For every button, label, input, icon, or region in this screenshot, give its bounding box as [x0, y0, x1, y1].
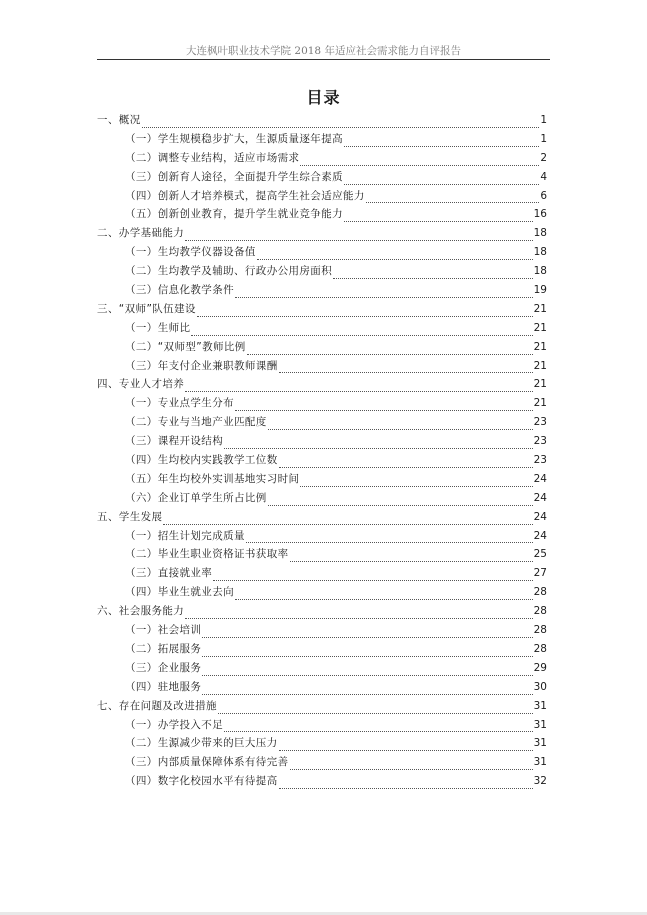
toc-entry-title: （二）生均教学及辅助、行政办公用房面积: [125, 265, 333, 278]
toc-dot-leader: [185, 609, 532, 619]
toc-dot-leader: [235, 401, 533, 411]
toc-page-number: 18: [533, 246, 547, 259]
toc-page-number: 28: [533, 586, 547, 599]
toc-page-number: 23: [533, 435, 547, 448]
toc-section-entry[interactable]: [97, 754, 547, 773]
table-of-contents: [97, 112, 547, 792]
toc-entry-title: （三）创新育人途径，全面提升学生综合素质: [125, 170, 343, 183]
toc-page-number: 25: [533, 548, 547, 561]
toc-chapter-entry[interactable]: [97, 112, 547, 131]
toc-section-entry[interactable]: [97, 169, 547, 188]
toc-section-entry[interactable]: [97, 131, 547, 150]
toc-dot-leader: [235, 288, 533, 298]
toc-entry-title: （二）生源减少带来的巨大压力: [125, 737, 278, 750]
toc-chapter-entry[interactable]: [97, 603, 547, 622]
toc-dot-leader: [300, 477, 532, 487]
toc-section-entry[interactable]: [97, 263, 547, 282]
toc-page-number: 27: [533, 567, 547, 580]
toc-dot-leader: [202, 685, 532, 695]
toc-section-entry[interactable]: [97, 471, 547, 490]
toc-entry-title: 五、学生发展: [97, 510, 163, 523]
toc-dot-leader: [344, 175, 539, 185]
toc-entry-title: （四）生均校内实践教学工位数: [125, 454, 278, 467]
toc-entry-title: （二）“双师型”教师比例: [125, 340, 246, 353]
toc-section-entry[interactable]: [97, 735, 547, 754]
toc-entry-title: （一）社会培训: [125, 624, 202, 637]
toc-page-number: 1: [540, 114, 547, 126]
toc-page-number: 31: [533, 699, 547, 712]
toc-entry-title: 七、存在问题及改进措施: [97, 699, 217, 712]
toc-dot-leader: [246, 533, 533, 543]
toc-page-number: 31: [533, 756, 547, 769]
toc-dot-leader: [235, 590, 533, 600]
toc-entry-title: （六）企业订单学生所占比例: [125, 491, 267, 504]
toc-dot-leader: [185, 231, 532, 241]
running-header: 大连枫叶职业技术学院 2018 年适应社会需求能力自评报告: [186, 45, 461, 57]
toc-page-number: 24: [533, 472, 547, 485]
toc-entry-title: （三）直接就业率: [125, 567, 213, 580]
toc-section-entry[interactable]: [97, 660, 547, 679]
toc-section-entry[interactable]: [97, 206, 547, 225]
toc-entry-title: （一）招生计划完成质量: [125, 529, 245, 542]
toc-chapter-entry[interactable]: [97, 301, 547, 320]
toc-page-number: 32: [533, 775, 547, 788]
toc-dot-leader: [142, 118, 540, 128]
toc-entry-title: （一）专业点学生分布: [125, 397, 234, 410]
toc-page-number: 21: [533, 397, 547, 410]
toc-section-entry[interactable]: [97, 565, 547, 584]
toc-entry-title: （四）毕业生就业去向: [125, 586, 234, 599]
toc-dot-leader: [257, 250, 533, 260]
toc-dot-leader: [213, 571, 532, 581]
toc-section-entry[interactable]: [97, 414, 547, 433]
toc-page-number: 31: [533, 737, 547, 750]
toc-page-number: 28: [533, 642, 547, 655]
toc-entry-title: （四）数字化校园水平有待提高: [125, 775, 278, 788]
toc-entry-title: （三）企业服务: [125, 661, 202, 674]
toc-entry-title: 六、社会服务能力: [97, 605, 185, 618]
toc-dot-leader: [366, 193, 540, 203]
toc-page-number: 29: [533, 661, 547, 674]
toc-section-entry[interactable]: [97, 622, 547, 641]
toc-dot-leader: [279, 363, 533, 373]
toc-dot-leader: [290, 552, 533, 562]
toc-dot-leader: [290, 760, 533, 770]
toc-page-number: 6: [540, 189, 547, 202]
toc-section-entry[interactable]: [97, 717, 547, 736]
toc-section-entry[interactable]: [97, 395, 547, 414]
toc-dot-leader: [191, 326, 532, 336]
toc-dot-leader: [202, 647, 532, 657]
toc-section-entry[interactable]: [97, 546, 547, 565]
toc-page-number: 23: [533, 454, 547, 467]
toc-section-entry[interactable]: [97, 641, 547, 660]
toc-page-number: 18: [533, 227, 547, 240]
toc-dot-leader: [185, 382, 532, 392]
toc-entry-title: （二）毕业生职业资格证书获取率: [125, 548, 289, 561]
toc-section-entry[interactable]: [97, 433, 547, 452]
toc-dot-leader: [333, 269, 533, 279]
toc-section-entry[interactable]: [97, 320, 547, 339]
toc-page-number: 19: [533, 284, 547, 297]
toc-section-entry[interactable]: [97, 188, 547, 207]
toc-entry-title: 二、办学基础能力: [97, 227, 185, 240]
toc-section-entry[interactable]: [97, 679, 547, 698]
toc-page-number: 28: [533, 624, 547, 637]
toc-dot-leader: [202, 628, 532, 638]
toc-page-number: 21: [533, 321, 547, 334]
toc-entry-title: （一）生均教学仪器设备值: [125, 246, 256, 259]
toc-dot-leader: [218, 704, 533, 714]
toc-entry-title: 一、概况: [97, 114, 141, 126]
toc-dot-leader: [197, 307, 533, 317]
toc-entry-title: 四、专业人才培养: [97, 378, 185, 391]
toc-page-number: 4: [540, 170, 547, 183]
toc-dot-leader: [279, 458, 533, 468]
toc-section-entry[interactable]: [97, 339, 547, 358]
toc-chapter-entry[interactable]: [97, 698, 547, 717]
toc-page-number: 23: [533, 416, 547, 429]
toc-page-number: 24: [533, 510, 547, 523]
toc-entry-title: （二）专业与当地产业匹配度: [125, 416, 267, 429]
toc-page-number: 21: [533, 340, 547, 353]
toc-entry-title: （三）年支付企业兼职教师课酬: [125, 359, 278, 372]
toc-dot-leader: [268, 420, 533, 430]
toc-dot-leader: [224, 722, 533, 732]
toc-section-entry[interactable]: [97, 528, 547, 547]
toc-entry-title: （五）年生均校外实训基地实习时间: [125, 472, 300, 485]
toc-section-entry[interactable]: [97, 452, 547, 471]
toc-section-entry[interactable]: [97, 244, 547, 263]
toc-section-entry[interactable]: [97, 358, 547, 377]
toc-section-entry[interactable]: [97, 584, 547, 603]
toc-dot-leader: [300, 156, 539, 166]
toc-dot-leader: [344, 212, 533, 222]
toc-page-number: 24: [533, 529, 547, 542]
toc-entry-title: （一）学生规模稳步扩大，生源质量逐年提高: [125, 132, 343, 145]
toc-entry-title: （三）内部质量保障体系有待完善: [125, 756, 289, 769]
toc-section-entry[interactable]: [97, 490, 547, 509]
toc-section-entry[interactable]: [97, 150, 547, 169]
toc-page-number: 21: [533, 359, 547, 372]
toc-entry-title: 三、“双师”队伍建设: [97, 302, 196, 315]
toc-page-number: 21: [533, 302, 547, 315]
toc-entry-title: （二）拓展服务: [125, 642, 202, 655]
toc-dot-leader: [202, 666, 532, 676]
toc-page-number: 21: [533, 378, 547, 391]
toc-page-number: 30: [533, 680, 547, 693]
toc-dot-leader: [163, 515, 532, 525]
toc-entry-title: （一）办学投入不足: [125, 718, 224, 731]
toc-page-number: 28: [533, 605, 547, 618]
toc-entry-title: （五）创新创业教育，提升学生就业竞争能力: [125, 208, 343, 221]
toc-page-number: 2: [540, 151, 547, 164]
toc-page-number: 1: [540, 132, 547, 145]
toc-dot-leader: [279, 741, 533, 751]
toc-section-entry[interactable]: [97, 773, 547, 792]
toc-chapter-entry[interactable]: [97, 376, 547, 395]
toc-dot-leader: [279, 779, 533, 789]
toc-entry-title: （三）课程开设结构: [125, 435, 224, 448]
toc-page-number: 18: [533, 265, 547, 278]
toc-entry-title: （四）创新人才培养模式，提高学生社会适应能力: [125, 189, 365, 202]
toc-entry-title: （三）信息化教学条件: [125, 284, 234, 297]
toc-dot-leader: [247, 345, 533, 355]
toc-title: 目录: [306, 88, 341, 107]
toc-entry-title: （一）生师比: [125, 321, 191, 334]
toc-chapter-entry[interactable]: [97, 225, 547, 244]
toc-section-entry[interactable]: [97, 282, 547, 301]
toc-page-number: 24: [533, 491, 547, 504]
toc-dot-leader: [344, 137, 539, 147]
header-divider: [97, 59, 550, 60]
toc-chapter-entry[interactable]: [97, 509, 547, 528]
toc-page-number: 16: [533, 208, 547, 221]
toc-entry-title: （四）驻地服务: [125, 680, 202, 693]
toc-dot-leader: [268, 496, 533, 506]
toc-entry-title: （二）调整专业结构，适应市场需求: [125, 151, 300, 164]
toc-dot-leader: [224, 439, 533, 449]
toc-page-number: 31: [533, 718, 547, 731]
